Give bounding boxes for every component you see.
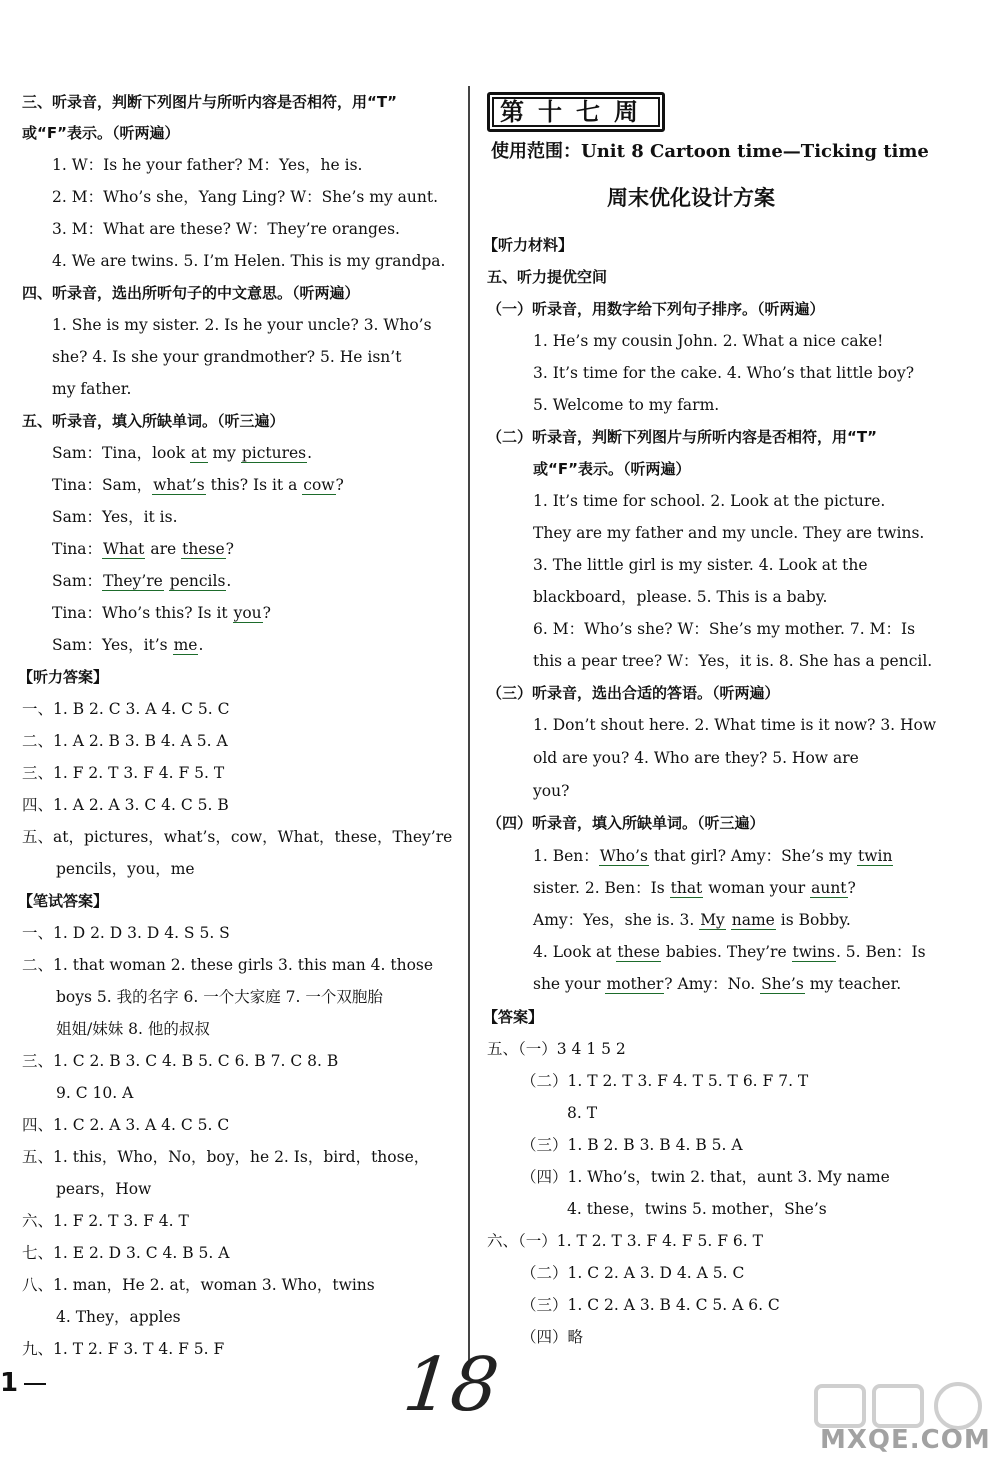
p2-line-3: 3. The little girl is my sister. 4. Look at the bbox=[533, 556, 868, 574]
filled-word: what’s bbox=[153, 476, 205, 494]
edge-mark bbox=[0, 1368, 46, 1398]
p2-line-1: 1. It’s time for school. 2. Look at the picture. bbox=[533, 492, 886, 510]
text: ? bbox=[225, 540, 234, 558]
s3-line-1: 1. W：Is he your father? M：Yes，he is. bbox=[52, 156, 363, 174]
written-answer-5: 五、1. this，Who，No，boy，he 2. Is，bird，those， bbox=[22, 1148, 430, 1166]
text: Sam：Tina，look bbox=[52, 444, 191, 462]
handwritten-page-number: 18 bbox=[399, 1342, 503, 1428]
text: Tina：Who’s this? Is it bbox=[52, 604, 233, 622]
answer-6-4: （四）略 bbox=[521, 1328, 584, 1346]
answers-heading: 【答案】 bbox=[483, 1008, 544, 1026]
answer-6-2: （二）1. C 2. A 3. D 4. A 5. C bbox=[521, 1264, 745, 1282]
text: Sam：Yes，it’s bbox=[52, 636, 173, 654]
section-5-heading: 五、听录音，填入所缺单词。（听三遍） bbox=[22, 412, 285, 430]
answer-6-3: （三）1. C 2. A 3. B 4. C 5. A 6. C bbox=[521, 1296, 780, 1314]
q-line-4 bbox=[533, 942, 926, 962]
q-line-2 bbox=[533, 878, 856, 898]
filled-word: She’s bbox=[761, 975, 804, 993]
written-answer-5-cont: pears，How bbox=[56, 1180, 152, 1198]
p1-line-2: 3. It’s time for the cake. 4. Who’s that little boy? bbox=[533, 364, 915, 382]
part-2-heading: （二）听录音，判断下列图片与所听内容是否相符，用“T” bbox=[487, 428, 877, 446]
section-3-heading-cont: 或“F”表示。（听两遍） bbox=[22, 124, 180, 142]
dialogue-line-2 bbox=[52, 475, 344, 495]
written-answer-8: 八、1. man，He 2. at，woman 3. Who，twins bbox=[22, 1276, 375, 1294]
answer-5-3: （三）1. B 2. B 3. B 4. B 5. A bbox=[521, 1136, 743, 1154]
part-3-heading: （三）听录音，选出合适的答语。（听两遍） bbox=[487, 684, 780, 702]
text: sister. 2. Ben：Is bbox=[533, 879, 670, 897]
text: she your bbox=[533, 975, 606, 993]
answer-5-4-cont: 4. these，twins 5. mother，She’s bbox=[567, 1200, 827, 1218]
p2-line-4: blackboard，please. 5. This is a baby. bbox=[533, 588, 828, 606]
filled-word: that bbox=[670, 879, 703, 897]
s4-line-2: she? 4. Is she your grandmother? 5. He isn’t bbox=[52, 348, 402, 366]
filled-word: twins bbox=[792, 943, 835, 961]
section-5-heading-right: 五、听力提优空间 bbox=[487, 268, 608, 286]
written-answers-heading: 【笔试答案】 bbox=[18, 892, 109, 910]
q-line-1 bbox=[533, 846, 893, 866]
written-answer-4: 四、1. C 2. A 3. A 4. C 5. C bbox=[22, 1116, 230, 1134]
filled-word: name bbox=[731, 911, 775, 929]
text: . 5. Ben：Is bbox=[835, 943, 926, 961]
written-answer-3: 三、1. C 2. B 3. C 4. B 5. C 6. B 7. C 8. B bbox=[22, 1052, 339, 1070]
dialogue-line-4 bbox=[52, 539, 234, 559]
part-4-heading: （四）听录音，填入所缺单词。（听三遍） bbox=[487, 814, 765, 832]
listening-answer-3: 三、1. F 2. T 3. F 4. F 5. T bbox=[22, 764, 225, 782]
written-answer-1: 一、1. D 2. D 3. D 4. S 5. S bbox=[22, 924, 230, 942]
written-answer-3-cont: 9. C 10. A bbox=[56, 1084, 134, 1102]
s3-line-4: 4. We are twins. 5. I’m Helen. This is my grandpa. bbox=[52, 252, 446, 270]
written-answer-7: 七、1. E 2. D 3. C 4. B 5. A bbox=[22, 1244, 230, 1262]
column-divider bbox=[468, 86, 470, 1366]
filled-word: mother bbox=[606, 975, 664, 993]
text: ? bbox=[847, 879, 856, 897]
q-line-5 bbox=[533, 974, 901, 994]
p3-line-1: 1. Don’t shout here. 2. What time is it now? 3. How bbox=[533, 716, 937, 734]
answer-5-1: 五、（一）3 4 1 5 2 bbox=[487, 1040, 626, 1058]
p2-line-5: 6. M：Who’s she? W：She’s my mother. 7. M：Is bbox=[533, 620, 916, 638]
section-4-heading: 四、听录音，选出所听句子的中文意思。（听两遍） bbox=[22, 284, 360, 302]
answer-5-2: （二）1. T 2. T 3. F 4. T 5. T 6. F 7. T bbox=[521, 1072, 809, 1090]
text: 1. Ben： bbox=[533, 847, 599, 865]
listening-answer-5-cont: pencils，you，me bbox=[56, 860, 195, 878]
text: woman your bbox=[703, 879, 811, 897]
q-line-3 bbox=[533, 910, 851, 930]
filled-word: Who’s bbox=[599, 847, 648, 865]
filled-word: pencils bbox=[169, 572, 226, 590]
written-answer-9: 九、1. T 2. F 3. T 4. F 5. F bbox=[22, 1340, 225, 1358]
edge-mark-text: 1 bbox=[0, 1368, 19, 1398]
dialogue-line-7 bbox=[52, 635, 203, 655]
written-answer-6: 六、1. F 2. T 3. F 4. T bbox=[22, 1212, 189, 1230]
listening-answer-5: 五、at，pictures，what’s，cow，What，these，They’re bbox=[22, 828, 453, 846]
listening-answer-1: 一、1. B 2. C 3. A 4. C 5. C bbox=[22, 700, 230, 718]
part-2-heading-cont: 或“F”表示。（听两遍） bbox=[533, 460, 691, 478]
listening-material-heading: 【听力材料】 bbox=[483, 236, 574, 254]
watermark-text: MXQE.COM bbox=[820, 1425, 991, 1455]
answer-6-1: 六、（一）1. T 2. T 3. F 4. F 5. F 6. T bbox=[487, 1232, 763, 1250]
text: . bbox=[307, 444, 313, 462]
text: babies. They’re bbox=[660, 943, 792, 961]
filled-word: twin bbox=[858, 847, 893, 865]
text: that girl? Amy：She’s my bbox=[648, 847, 858, 865]
filled-word: They’re bbox=[103, 572, 163, 590]
text: Tina： bbox=[52, 540, 103, 558]
usage-scope: 使用范围：Unit 8 Cartoon time—Ticking time bbox=[491, 141, 929, 162]
text: . bbox=[198, 636, 204, 654]
text: is Bobby. bbox=[775, 911, 851, 929]
dialogue-line-5 bbox=[52, 571, 231, 591]
filled-word: you bbox=[233, 604, 262, 622]
text: this? Is it a bbox=[205, 476, 303, 494]
p2-line-6: this a pear tree? W：Yes，it is. 8. She has a pencil. bbox=[533, 652, 933, 670]
filled-word: at bbox=[191, 444, 207, 462]
text: . bbox=[226, 572, 232, 590]
filled-word: cow bbox=[303, 476, 335, 494]
text: ? bbox=[262, 604, 271, 622]
s4-line-3: my father. bbox=[52, 380, 132, 398]
written-answer-2-cont: boys 5. 我的名字 6. 一个大家庭 7. 一个双胞胎 bbox=[56, 988, 383, 1006]
week-title-box: 第十七周 bbox=[487, 92, 665, 132]
text: Sam： bbox=[52, 572, 103, 590]
text: Amy：Yes，she is. 3. bbox=[533, 911, 700, 929]
filled-word: aunt bbox=[811, 879, 847, 897]
written-answer-2: 二、1. that woman 2. these girls 3. this man 4. those bbox=[22, 956, 434, 974]
listening-answer-4: 四、1. A 2. A 3. C 4. C 5. B bbox=[22, 796, 229, 814]
text: my bbox=[207, 444, 241, 462]
edge-dash bbox=[24, 1383, 46, 1385]
p2-line-2: They are my father and my uncle. They are twins. bbox=[533, 524, 925, 542]
p3-line-3: you? bbox=[533, 782, 570, 800]
listening-answer-2: 二、1. A 2. B 3. B 4. A 5. A bbox=[22, 732, 228, 750]
p1-line-1: 1. He’s my cousin John. 2. What a nice cake! bbox=[533, 332, 884, 350]
filled-word: me bbox=[173, 636, 198, 654]
answer-5-4: （四）1. Who’s，twin 2. that，aunt 3. My name bbox=[521, 1168, 890, 1186]
filled-word: What bbox=[103, 540, 145, 558]
written-answer-8-cont: 4. They，apples bbox=[56, 1308, 181, 1326]
part-1-heading: （一）听录音，用数字给下列句子排序。（听两遍） bbox=[487, 300, 825, 318]
filled-word: these bbox=[182, 540, 225, 558]
s3-line-2: 2. M：Who’s she，Yang Ling? W：She’s my aunt. bbox=[52, 188, 439, 206]
filled-word: pictures bbox=[241, 444, 307, 462]
p1-line-3: 5. Welcome to my farm. bbox=[533, 396, 720, 414]
s4-line-1: 1. She is my sister. 2. Is he your uncle? 3. Who’s bbox=[52, 316, 432, 334]
filled-word: these bbox=[617, 943, 660, 961]
text: ? bbox=[335, 476, 344, 494]
text: are bbox=[145, 540, 182, 558]
text: 4. Look at bbox=[533, 943, 617, 961]
p3-line-2: old are you? 4. Who are they? 5. How are bbox=[533, 749, 859, 767]
plan-title: 周末优化设计方案 bbox=[607, 186, 775, 210]
text: my teacher. bbox=[804, 975, 902, 993]
filled-word: My bbox=[700, 911, 725, 929]
section-3-heading: 三、听录音，判断下列图片与所听内容是否相符，用“T” bbox=[22, 93, 397, 111]
listening-answers-heading: 【听力答案】 bbox=[18, 668, 109, 686]
text: ? Amy：No. bbox=[664, 975, 761, 993]
dialogue-line-1 bbox=[52, 443, 312, 463]
dialogue-line-3: Sam：Yes，it is. bbox=[52, 508, 178, 526]
written-answer-2-cont2: 姐姐/妹妹 8. 他的叔叔 bbox=[56, 1020, 210, 1038]
answer-5-2-cont: 8. T bbox=[567, 1104, 598, 1122]
dialogue-line-6 bbox=[52, 603, 271, 623]
s3-line-3: 3. M：What are these? W：They’re oranges. bbox=[52, 220, 400, 238]
text: Tina：Sam， bbox=[52, 476, 153, 494]
